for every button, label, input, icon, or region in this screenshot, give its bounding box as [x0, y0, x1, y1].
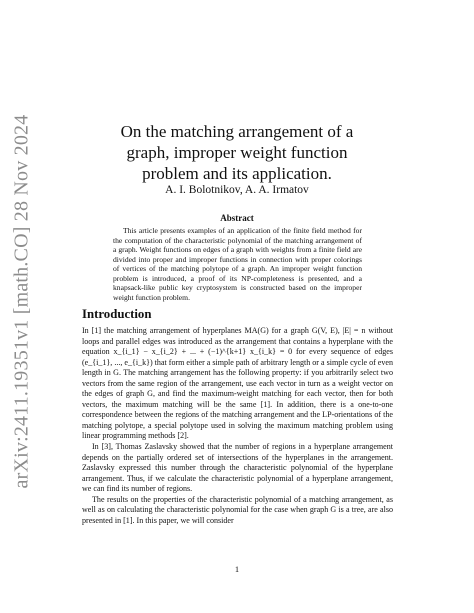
paragraph-3: The results on the properties of the characteristic polynomial of a matching arrangement, as well as on calculating the characteristic polynomial for the case when graph G is a tree, are also presented in [1]. In this paper, we will consider	[82, 494, 393, 525]
arxiv-stamp	[4, 114, 40, 488]
paper-authors: A. I. Bolotnikov, A. A. Irmatov	[165, 184, 309, 196]
paper-title: On the matching arrangement of a graph, improper weight function problem and its application.	[120, 122, 354, 183]
introduction-body	[82, 326, 393, 526]
section-title-introduction: Introduction	[82, 307, 152, 321]
paragraph-2: In [3], Thomas Zaslavsky showed that the number of regions in a hyperplane arrangement depends on the partially ordered set of intersections of the hyperplanes in the arrangement. Zaslavsky expressed this number through the characteristic polynomial of the hyperplane arrangement. Thus, if we calculate the characteristic polynomial of a hyperplane arrangement, we can find its number of regions.	[82, 442, 393, 494]
page-number: 1	[234, 564, 240, 574]
paragraph-1: In [1] the matching arrangement of hyperplanes MA(G) for a graph G(V, E), |E| = n without loops and parallel edges was introduced as the arrangement that contains a hyperplane with the equation x_{i_1} − x_{i_2} + ... + (−1)^{k+1} x_{i_k} = 0 for every sequence of edges (e_{i_1}, ..., e_{i_k}) that form either a simple path of arbitrary length or a simple cycle of even length in G. The matching arrangement has the following property: if you arbitrarily select two vectors from the same region of the arrangement, use each vector in turn as a weight vector on the edges of graph G, and find the maximum-weight matching for each vector, then for both vectors, the maximum matching will be the same [1]. In addition, there is a one-to-one correspondence between the regions of the matching arrangement and the LP-orientations of the matching polytope, a special polytope used in solving the maximum matching problem using linear programming methods [2].	[82, 326, 393, 441]
abstract-text: This article presents examples of an application of the finite field method for the computation of the characteristic polynomial of the matching arrangement of a graph. Weight functions on edges of a graph with weights from a finite field are divided into proper and improper functions in connection with proper colorings of vertices of the matching polytope of a graph. An improper weight function problem is introduced, a proof of its NP-completeness is presented, and a knapsack-like public key cryptosystem is constructed based on the improper weight function problem.	[113, 226, 362, 302]
abstract-heading: Abstract	[220, 213, 254, 223]
arxiv-identifier: arXiv:2411.19351v1 [math.CO] 28 Nov 2024	[10, 114, 33, 488]
